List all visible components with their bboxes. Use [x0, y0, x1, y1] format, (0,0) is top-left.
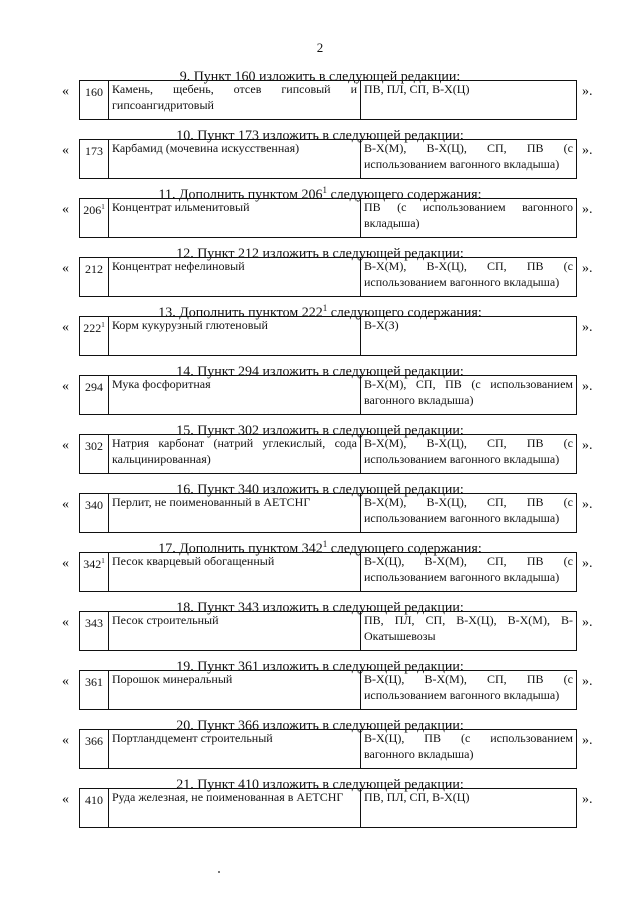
amendment-table	[79, 788, 577, 828]
item-number-cell: 294	[80, 376, 109, 415]
amendment-section	[0, 771, 640, 830]
item-number-cell: $206^1$	[80, 199, 109, 238]
table-row	[80, 435, 577, 474]
closing-quote: ».	[582, 733, 593, 748]
wagon-types-cell: В-Х(М), СП, ПВ (с использованием вагонного вкладыша)	[361, 376, 577, 415]
opening-quote: «	[62, 84, 69, 99]
cargo-name-cell: Корм кукурузный глютеновый	[109, 317, 361, 356]
wagon-types-cell: ПВ, ПЛ, СП, В-Х(Ц)	[361, 81, 577, 120]
closing-quote: ».	[582, 792, 593, 807]
wagon-types-cell: В-Х(З)	[361, 317, 577, 356]
item-number-cell: 366	[80, 730, 109, 769]
item-number-cell: 410	[80, 789, 109, 828]
closing-quote: ».	[582, 143, 593, 158]
table-row	[80, 730, 577, 769]
table-row	[80, 789, 577, 828]
opening-quote: «	[62, 556, 69, 571]
amendment-heading: 18. Пункт 343 изложить в следующей редакции:	[176, 600, 464, 616]
wagon-types-cell: В-Х(Ц), В-Х(М), СП, ПВ (с использованием вагонного вкладыша)	[361, 553, 577, 592]
amendment-table	[79, 80, 577, 120]
amendment-table	[79, 316, 577, 356]
amendment-table	[79, 139, 577, 179]
closing-quote: ».	[582, 261, 593, 276]
closing-quote: ».	[582, 202, 593, 217]
item-number-cell: 302	[80, 435, 109, 474]
amendment-section	[0, 417, 640, 476]
cargo-name-cell: Натрия карбонат (натрий углекислый, сода кальцинированная)	[109, 435, 361, 474]
item-number-cell: $222^1$	[80, 317, 109, 356]
opening-quote: «	[62, 261, 69, 276]
amendment-heading: 9. Пункт 160 изложить в следующей редакции:	[179, 69, 461, 85]
table-row	[80, 553, 577, 592]
amendment-heading: 17. Дополнить пунктом $342^1$ следующего содержания:	[158, 539, 482, 557]
closing-quote: ».	[582, 556, 593, 571]
opening-quote: «	[62, 143, 69, 158]
amendment-heading: 11. Дополнить пунктом $206^1$ следующего содержания:	[158, 185, 482, 203]
closing-quote: ».	[582, 438, 593, 453]
amendment-table	[79, 611, 577, 651]
amendment-table	[79, 552, 577, 592]
amendment-heading: 21. Пункт 410 изложить в следующей редакции:	[176, 777, 464, 793]
opening-quote: «	[62, 674, 69, 689]
table-row	[80, 612, 577, 651]
closing-quote: ».	[582, 379, 593, 394]
amendment-table	[79, 729, 577, 769]
cargo-name-cell: Портландцемент строительный	[109, 730, 361, 769]
amendment-table	[79, 375, 577, 415]
amendment-section	[0, 594, 640, 653]
amendment-heading: 15. Пункт 302 изложить в следующей редакции:	[176, 423, 464, 439]
cargo-name-cell: Карбамид (мочевина искусственная)	[109, 140, 361, 179]
amendment-table	[79, 198, 577, 238]
item-number-cell: 173	[80, 140, 109, 179]
amendment-section	[0, 476, 640, 535]
cargo-name-cell: Концентрат ильменитовый	[109, 199, 361, 238]
closing-quote: ».	[582, 84, 593, 99]
cargo-name-cell: Песок строительный	[109, 612, 361, 651]
table-row	[80, 494, 577, 533]
closing-quote: ».	[582, 497, 593, 512]
amendment-section	[0, 653, 640, 712]
item-number-cell: 340	[80, 494, 109, 533]
cargo-name-cell: Мука фосфоритная	[109, 376, 361, 415]
opening-quote: «	[62, 320, 69, 335]
table-row	[80, 199, 577, 238]
opening-quote: «	[62, 497, 69, 512]
amendment-table	[79, 493, 577, 533]
table-row	[80, 317, 577, 356]
table-row	[80, 258, 577, 297]
table-row	[80, 140, 577, 179]
opening-quote: «	[62, 792, 69, 807]
amendment-section	[0, 63, 640, 122]
amendment-heading: 13. Дополнить пунктом $222^1$ следующего содержания:	[158, 303, 482, 321]
item-number-cell: 361	[80, 671, 109, 710]
scan-speck	[218, 871, 220, 873]
amendment-section	[0, 181, 640, 240]
opening-quote: «	[62, 202, 69, 217]
amendment-table	[79, 670, 577, 710]
amendment-heading: 12. Пункт 212 изложить в следующей редакции:	[176, 246, 464, 262]
item-number-cell: $342^1$	[80, 553, 109, 592]
wagon-types-cell: В-Х(М), В-Х(Ц), СП, ПВ (с использованием вагонного вкладыша)	[361, 435, 577, 474]
table-row	[80, 671, 577, 710]
opening-quote: «	[62, 615, 69, 630]
page-number: 2	[316, 40, 324, 55]
closing-quote: ».	[582, 615, 593, 630]
wagon-types-cell: ПВ (с использованием вагонного вкладыша)	[361, 199, 577, 238]
amendment-table	[79, 434, 577, 474]
cargo-name-cell: Порошок минеральный	[109, 671, 361, 710]
cargo-name-cell: Концентрат нефелиновый	[109, 258, 361, 297]
amendment-section	[0, 712, 640, 771]
opening-quote: «	[62, 379, 69, 394]
amendment-heading: 20. Пункт 366 изложить в следующей редакции:	[176, 718, 464, 734]
item-number-cell: 343	[80, 612, 109, 651]
wagon-types-cell: В-Х(Ц), В-Х(М), СП, ПВ (с использованием вагонного вкладыша)	[361, 671, 577, 710]
item-number-cell: 212	[80, 258, 109, 297]
wagon-types-cell: В-Х(Ц), ПВ (с использованием вагонного вкладыша)	[361, 730, 577, 769]
wagon-types-cell: В-Х(М), В-Х(Ц), СП, ПВ (с использованием вагонного вкладыша)	[361, 258, 577, 297]
amendment-table	[79, 257, 577, 297]
amendment-heading: 14. Пункт 294 изложить в следующей редакции:	[176, 364, 464, 380]
table-row	[80, 81, 577, 120]
amendment-section	[0, 358, 640, 417]
wagon-types-cell: ПВ, ПЛ, СП, В-Х(Ц)	[361, 789, 577, 828]
amendment-section	[0, 535, 640, 594]
opening-quote: «	[62, 438, 69, 453]
amendment-section	[0, 122, 640, 181]
amendment-section	[0, 240, 640, 299]
cargo-name-cell: Перлит, не поименованный в АЕТСНГ	[109, 494, 361, 533]
amendment-heading: 10. Пункт 173 изложить в следующей редакции:	[176, 128, 464, 144]
amendment-heading: 16. Пункт 340 изложить в следующей редакции:	[176, 482, 464, 498]
wagon-types-cell: В-Х(М), В-Х(Ц), СП, ПВ (с использованием вагонного вкладыша)	[361, 494, 577, 533]
cargo-name-cell: Песок кварцевый обогащенный	[109, 553, 361, 592]
amendment-section	[0, 299, 640, 358]
cargo-name-cell: Камень, щебень, отсев гипсовый и гипсоангидритовый	[109, 81, 361, 120]
table-row	[80, 376, 577, 415]
item-number-cell: 160	[80, 81, 109, 120]
wagon-types-cell: ПВ, ПЛ, СП, В-Х(Ц), В-Х(М), В-Окатышевозы	[361, 612, 577, 651]
wagon-types-cell: В-Х(М), В-Х(Ц), СП, ПВ (с использованием вагонного вкладыша)	[361, 140, 577, 179]
opening-quote: «	[62, 733, 69, 748]
closing-quote: ».	[582, 320, 593, 335]
amendment-heading: 19. Пункт 361 изложить в следующей редакции:	[176, 659, 464, 675]
cargo-name-cell: Руда железная, не поименованная в АЕТСНГ	[109, 789, 361, 828]
closing-quote: ».	[582, 674, 593, 689]
amendment-list	[0, 63, 640, 830]
